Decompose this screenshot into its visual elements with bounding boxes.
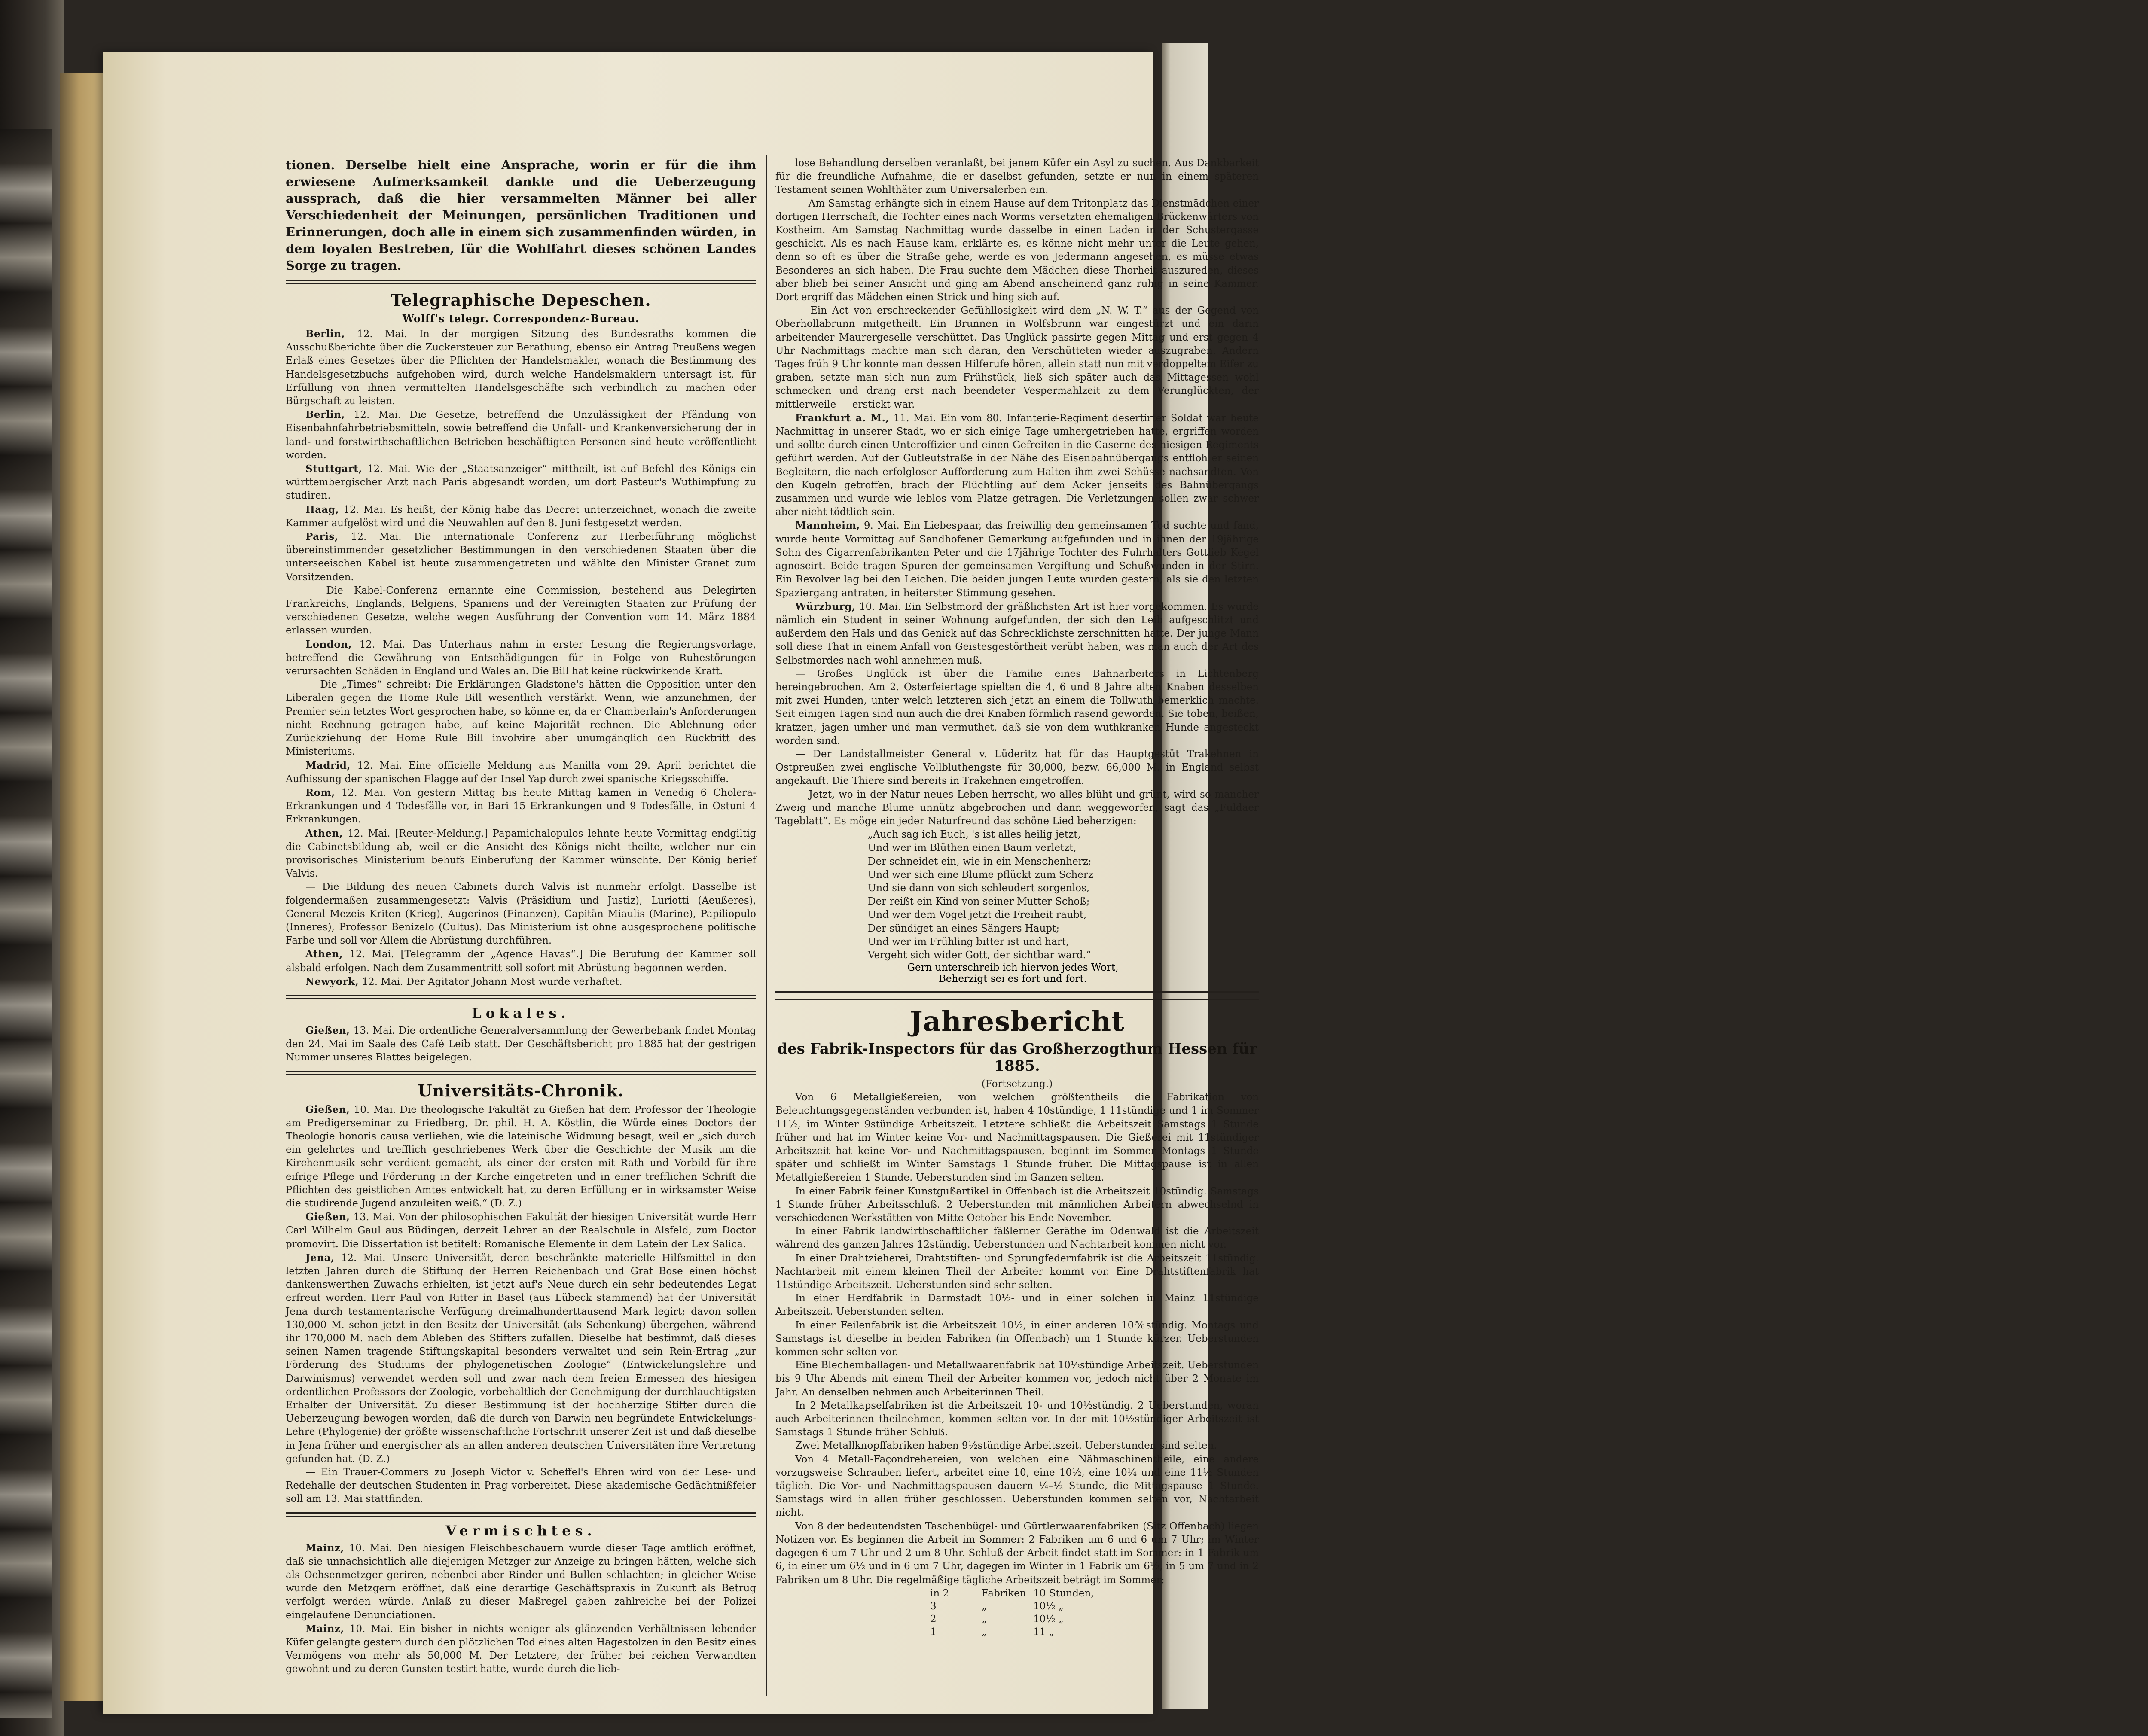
jahresbericht-heading: Jahresbericht bbox=[909, 1005, 1125, 1038]
article-paragraph bbox=[286, 1466, 756, 1506]
article-text: 12. Mai. [Telegramm der „Agence Havas“.] Die Berufung der Kammer soll alsbald erfolgen. Nach dem Zusammentritt soll sofort mit Abrüstung begonnen werden. bbox=[286, 949, 757, 974]
dateline-place: Rom, bbox=[305, 786, 335, 798]
article-paragraph bbox=[286, 1024, 756, 1065]
article-paragraph bbox=[286, 678, 756, 758]
article-text: 12. Mai. Es heißt, der König habe das Decret unterzeichnet, wonach die zweite Kammer aufgelöst wird und die Neuwahlen auf den 8. Juni festgesetzt werden. bbox=[286, 504, 756, 529]
jahresbericht-subheading: des Fabrik-Inspectors für das Großherzogthum Hessen für 1885. bbox=[777, 1040, 1257, 1075]
poem-line: Und wer sich eine Blume pflückt zum Scherz bbox=[868, 869, 1093, 880]
article-text: lose Behandlung derselben veranlaßt, bei jenem Küfer ein Asyl zu suchen. Aus Dankbarkeit für die freundliche Aufnahme, die er daselbst gefunden, setzte er nun in einem späteren Testament seinen Wohlthäter zum Universalerben ein. bbox=[775, 158, 1259, 196]
telegraph-heading: Telegraphische Depeschen. bbox=[391, 290, 651, 310]
article-paragraph bbox=[775, 788, 1259, 828]
article-text: — Am Samstag erhängte sich in einem Hause auf dem Tritonplatz das Dienstmädchen einer dortigen Herrschaft, die Tochter eines nach Worms versetzten ehemaligen Brückenwärters von Kostheim. Am Samstag Nachmittag wurde dasselbe in einen Laden in der Schustergasse geschickt. Als es nach Hause kam, erklärte es, es könne nicht mehr unter die Leute gehen, denn so oft es über die Straße gehe, werde es von Jedermann angesehen, es müsse etwas Besonderes an sich haben. Die Frau suchte dem Mädchen diese Thorheit auszureden, dieses aber blieb bei seiner Ansicht und ging am Abend anscheinend ganz ruhig in seine Kammer. Dort ergriff das Mädchen einen Strick und hing sich auf. bbox=[775, 198, 1259, 303]
article-text: — Der Landstallmeister General v. Lüderitz hat für das Hauptgestüt Trakehnen in Ostpreußen zwei englische Vollbluthengste für 30,000, bezw. 66,000 M. in England selbst angekauft. Die Thiere sind bereits in Trakehnen eingetroffen. bbox=[775, 748, 1259, 787]
article-paragraph bbox=[286, 584, 756, 638]
article-text: — Die „Times“ schreibt: Die Erklärungen Gladstone's hätten die Opposition unter den Liberalen gegen die Home Rule Bill wesentlich verstärkt. Wenn, wie anzunehmen, der Premier sein letztes Wort gesprochen habe, so könne er, da er Chamberlain's Anforderungen nicht Rechnung getragen habe, auf keine Majorität rechnen. Die Ablehnung oder Zurückziehung der Home Rule Bill involvire aber unumgänglich den Rücktritt des Ministeriums. bbox=[286, 679, 756, 758]
table-cell: „ bbox=[982, 1600, 987, 1612]
article-paragraph bbox=[775, 748, 1259, 788]
article-text: — Die Bildung des neuen Cabinets durch Valvis ist nunmehr erfolgt. Dasselbe ist folgendermaßen zusammengesetzt: Valvis (Präsidium und Justiz), Luriotti (Aeußeres), General Mezeis Kriten (Krieg), Augerinos (Finanzen), Capitän Miaulis (Marine), Papiliopulo (Inneres), Professor Benizelo (Cultus). Das Ministerium ist ohne ausgesprochene politische Farbe und soll vor Allem die Abrüstung durchführen. bbox=[286, 881, 756, 947]
article-paragraph bbox=[286, 759, 756, 786]
spine-damage bbox=[0, 129, 52, 1718]
dateline-place: Gießen, bbox=[305, 1103, 350, 1115]
table-row bbox=[930, 1613, 1259, 1626]
right-column bbox=[775, 157, 1259, 1639]
article-text: 12. Mai. Die internationale Conferenz zur Herbeiführung möglichst übereinstimmender gesetzlicher Bestimmungen in den verschiedenen Staaten über die unterseeischen Kabel ist heute zusammengetreten und wählte den Minister Granet zum Vorsitzenden. bbox=[286, 531, 757, 583]
poem bbox=[775, 828, 1259, 984]
section-divider bbox=[286, 1071, 756, 1075]
working-hours-table bbox=[930, 1587, 1259, 1639]
poem-line: Beherzigt sei es fort und fort. bbox=[939, 973, 1087, 985]
poem-line: Und wer dem Vogel jetzt die Freiheit raubt, bbox=[868, 909, 1087, 921]
dateline-place: Mannheim, bbox=[795, 520, 860, 532]
report-paragraph: Von 6 Metallgießereien, von welchen größtentheils die Fabrikation von Beleuchtungsgegenständen verbunden ist, haben 4 10stündige, 1 11stündige und 1 im Sommer 11½, im Winter 9stündige Arbeitszeit. Letztere schließt die Arbeitszeit Samstags 1 Stunde früher und hat im Winter keine Vor- und Nachmittagspausen. Die Gießerei mit 11stündiger Arbeitszeit hat keine Vor- und Nachmittagspausen, beginnt im Sommer Montags 1 Stunde später und schließt im Winter Samstags 1 Stunde früher. Die Mittagspause ist in allen Metallgießereien 1 Stunde. Ueberstunden sind im Ganzen selten. bbox=[775, 1092, 1259, 1184]
left-column bbox=[286, 157, 756, 1676]
article-text: 10. Mai. Ein Selbstmord der gräßlichsten Art ist hier vorgekommen. Es wurde nämlich ein Student in seiner Wohnung aufgefunden, der sich den Leib aufgeschlitzt und außerdem den Hals und das Genick auf das Schrecklichste zerschnitten hatte. Der junge Mann soll diese That in einem Anfall von Geistesgestörtheit verübt haben, was man auch der Art des Selbstmordes nach wohl annehmen muß. bbox=[775, 601, 1259, 666]
article-paragraph bbox=[286, 1103, 756, 1211]
table-cell: in 2 bbox=[930, 1587, 949, 1599]
column-divider bbox=[766, 155, 767, 1696]
article-paragraph bbox=[286, 530, 756, 584]
article-paragraph bbox=[286, 1251, 756, 1466]
article-paragraph bbox=[286, 1622, 756, 1676]
report-paragraph: In 2 Metallkapselfabriken ist die Arbeitszeit 10- und 10½stündig. 2 Ueberstunden, woran auch Arbeiterinnen theilnehmen, kommen selten vor. In der mit 10½stündiger Arbeitszeit ist Samstags 1 Stunde früher Schluß. bbox=[775, 1400, 1259, 1438]
article-text: 12. Mai. Unsere Universität, deren beschränkte materielle Hilfsmittel in den letzten Jahren durch die Stiftung der Herren Reichenbach und Graf Bose einen höchst dankenswerthen Zuwachs erhielten, ist jetzt auf's Neue durch ein sehr bedeutendes Legat erfreut worden. Herr Paul von Ritter in Basel (aus Lübeck stammend) hat der Universität Jena durch testamentarische Verfügung dreimalhunderttausend Mark legirt; davon sollen 130,000 M. schon jetzt in den Besitz der Universität (als Schenkung) übergehen, während ihr 170,000 M. nach dem Ableben des Stifters zufallen. Dieselbe hat bestimmt, daß dieses seinen Namen tragende Stiftungskapital besonders verwaltet und sein Rein-Ertrag „zur Förderung des Studiums der phylogenetischen Zoologie“ (Entwickelungslehre und Darwinismus) verwendet werden soll und zwar nach dem freien Ermessen des hiesigen ordentlichen Professors der Zoologie, vorbehaltlich der Genehmigung der durchlauchtigsten Erhalter der Universität. Zu dieser Bestimmung ist der hochherzige Stifter durch die Ueberzeugung bewogen worden, daß die durch von Darwin neu begründete Entwickelungs-Lehre (Phylogenie) der größte wissenschaftliche Fortschritt unserer Zeit ist und daß dieselbe in Jena früher und energischer als an allen anderen deutschen Universitäten ihre Vertretung gefunden hat. (D. Z.) bbox=[286, 1252, 757, 1465]
dateline-place: Stuttgart, bbox=[305, 463, 362, 475]
table-cell: „ bbox=[982, 1626, 987, 1638]
dateline-place: Paris, bbox=[305, 531, 339, 543]
table-cell: 10 Stunden, bbox=[1033, 1587, 1094, 1599]
table-cell: 2 bbox=[930, 1613, 937, 1625]
article-paragraph bbox=[286, 503, 756, 530]
newspaper-page bbox=[103, 52, 1259, 1714]
vermischtes-heading: Vermischtes. bbox=[445, 1522, 596, 1539]
article-paragraph bbox=[286, 880, 756, 947]
jahresbericht-paragraphs bbox=[775, 1091, 1259, 1587]
table-row bbox=[930, 1600, 1259, 1613]
section-divider bbox=[286, 995, 756, 999]
section-divider bbox=[775, 991, 1259, 993]
dateline-place: Haag, bbox=[305, 503, 339, 515]
table-row bbox=[930, 1626, 1259, 1639]
article-text: — Ein Trauer-Commers zu Joseph Victor v. Scheffel's Ehren wird von der Lese- und Redehalle der deutschen Studenten in Prag vorbereitet. Diese akademische Gedächtnißfeier soll am 13. Mai stattfinden. bbox=[286, 1467, 756, 1505]
article-text: 9. Mai. Ein Liebespaar, das freiwillig den gemeinsamen Tod suchte und fand, wurde heute Vormittag auf Sandhofener Gemarkung aufgefunden und in ihnen der 19jährige Sohn des Cigarrenfabrikanten Peter und die 17jährige Tochter des Fuhrhalters Gottlieb Kegel agnoscirt. Beide tragen Spuren der gemeinsamen Vergiftung und Schußwunden in der Stirn. Ein Revolver lag bei den Leichen. Die beiden jungen Leute wurden gestern, als sie den letzten Spaziergang antraten, in heiterster Stimmung gesehen. bbox=[775, 520, 1259, 599]
poem-line: Vergeht sich wider Gott, der sichtbar ward.“ bbox=[868, 949, 1091, 961]
lokales-heading: Lokales. bbox=[472, 1005, 570, 1021]
poem-line: Und sie dann von sich schleudert sorgenlos, bbox=[868, 882, 1090, 894]
poem-line: Der sündiget an eines Sängers Haupt; bbox=[868, 923, 1060, 934]
table-cell: 1 bbox=[930, 1626, 937, 1638]
article-paragraph bbox=[286, 786, 756, 827]
dateline-place: Würzburg, bbox=[795, 600, 856, 612]
dateline-place: London, bbox=[305, 638, 352, 650]
article-text: — Die Kabel-Conferenz ernannte eine Commission, bestehend aus Delegirten Frankreichs, Englands, Belgiens, Spaniens und der Vereinigten Staaten zur Prüfung der verschiedenen Gesetze, welche wegen Ausführung der Convention vom 14. März 1884 erlassen wurden. bbox=[286, 585, 756, 637]
article-text: 13. Mai. Von der philosophischen Fakultät der hiesigen Universität wurde Herr Carl Wilhelm Gaul aus Büdingen, derzeit Lehrer an der Realschule in Alsfeld, zum Doctor promovirt. Die Dissertation ist betitelt: Romanische Elemente in dem Latein der Lex Salica. bbox=[286, 1212, 756, 1250]
dateline-place: Mainz, bbox=[305, 1542, 344, 1554]
article-paragraph bbox=[286, 827, 756, 881]
report-paragraph: Zwei Metallknopffabriken haben 9½stündige Arbeitszeit. Ueberstunden sind selten. bbox=[795, 1440, 1217, 1452]
article-text: 12. Mai. Das Unterhaus nahm in erster Lesung die Regierungsvorlage, betreffend die Gewährung von Entschädigungen für in Folge von Ruhestörungen verursachten Schäden in England und Wales an. Die Bill hat keine rückwirkende Kraft. bbox=[286, 639, 756, 677]
table-cell: 10½ „ bbox=[1033, 1600, 1064, 1612]
article-text: 10. Mai. Den hiesigen Fleischbeschauern wurde dieser Tage amtlich eröffnet, daß sie unnachsichtlich alle diejenigen Metzger zur Anzeige zu bringen hätten, welche sich als Ochsenmetzger geriren, nebenbei aber Rinder und Bullen schlachten; in gleicher Weise wurde den Metzgern eröffnet, daß eine derartige Geschäftspraxis in Zukunft als Betrug verfolgt werden würde. Anlaß zu dieser Maßregel gaben zahlreiche bei der Polizei eingelaufene Denunciationen. bbox=[286, 1542, 756, 1621]
article-paragraph bbox=[775, 519, 1259, 600]
poem-line: Der schneidet ein, wie in ein Menschenherz; bbox=[868, 856, 1092, 867]
dateline-place: Frankfurt a. M., bbox=[795, 412, 889, 424]
table-cell: Fabriken bbox=[982, 1587, 1026, 1599]
table-row bbox=[930, 1587, 1259, 1600]
article-paragraph bbox=[286, 975, 756, 989]
dateline-place: Berlin, bbox=[305, 409, 345, 421]
lokales-items bbox=[286, 1024, 756, 1065]
section-divider bbox=[286, 1512, 756, 1517]
table-cell: „ bbox=[982, 1613, 987, 1625]
continuation-note: (Fortsetzung.) bbox=[981, 1078, 1053, 1090]
article-paragraph bbox=[775, 197, 1259, 305]
article-paragraph bbox=[286, 408, 756, 462]
lead-paragraph: tionen. Derselbe hielt eine Ansprache, worin er für die ihm erwiesene Aufmerksamkeit dankte und die Ueberzeugung aussprach, daß die hier versammelten Männer bei aller Verschiedenheit der Meinungen, persönlichen Traditionen und Erinnerungen, doch alle in einem sich zusammenfinden würden, in dem loyalen Bestreben, für die Wohlfahrt dieses schönen Landes Sorge zu tragen. bbox=[286, 158, 756, 273]
dateline-place: Gießen, bbox=[305, 1024, 350, 1036]
report-paragraph: In einer Feilenfabrik ist die Arbeitszeit 10½, in einer anderen 10⅚stündig. Montags und Samstags ist dieselbe in beiden Fabriken (in Offenbach) um 1 Stunde kürzer. Ueberstunden kommen sehr selten vor. bbox=[775, 1319, 1259, 1358]
article-text: 13. Mai. Die ordentliche Generalversammlung der Gewerbebank findet Montag den 24. Mai im Saale des Café Leib statt. Der Geschäftsbericht pro 1885 hat der gestrigen Nummer unseres Blattes beigelegen. bbox=[286, 1025, 757, 1063]
article-text: — Jetzt, wo in der Natur neues Leben herrscht, wo alles blüht und grünt, wird so mancher Zweig und manche Blume unnütz abgebrochen und dann weggeworfen, sagt das „Fuldaer Tageblatt“. Es möge ein jeder Naturfreund das schöne Lied beherzigen: bbox=[775, 789, 1259, 827]
poem-line: Der reißt ein Kind von seiner Mutter Schoß; bbox=[868, 896, 1090, 908]
dateline-place: Madrid, bbox=[305, 759, 351, 771]
dateline-place: Mainz, bbox=[305, 1623, 344, 1635]
report-paragraph: In einer Fabrik landwirthschaftlicher fäßlerner Geräthe im Odenwald ist die Arbeitszeit während des ganzen Jahres 12stündig. Ueberstunden und Nachtarbeit kommen nicht vor. bbox=[775, 1226, 1259, 1251]
poem-line: Und wer im Blüthen einen Baum verletzt, bbox=[868, 842, 1077, 854]
table-cell: 3 bbox=[930, 1600, 937, 1612]
poem-line: „Auch sag ich Euch, 's ist alles heilig jetzt, bbox=[868, 829, 1081, 841]
article-text: 12. Mai. In der morgigen Sitzung des Bundesraths kommen die Ausschußberichte über die Zuckersteuer zur Berathung, ebenso ein Antrag Preußens wegen Erlaß eines Gesetzes über die Pflichten der Handelsmakler, wonach die Bestimmung des Handelsgesetzbuchs aufgehoben wird, durch welche Handelsmaklern untersagt ist, für Erfüllung von ihnen vermittelten Handelsgeschäfte sich verbindlich zu machen oder Bürgschaft zu leisten. bbox=[286, 329, 757, 407]
article-paragraph bbox=[286, 462, 756, 503]
article-text: 10. Mai. Ein bisher in nichts weniger als glänzenden Verhältnissen lebender Küfer gelangte gestern durch den plötzlichen Tod eines alten Hagestolzen in den Besitz eines Vermögens von mehr als 50,000 M. Der Letztere, der früher bei reichen Verwandten gewohnt und zu deren Gunsten testirt hatte, wurde durch die lieb- bbox=[286, 1623, 756, 1675]
article-text: 12. Mai. Eine officielle Meldung aus Manilla vom 29. April berichtet die Aufhissung der spanischen Flagge auf der Insel Yap durch zwei spanische Kriegsschiffe. bbox=[286, 760, 756, 785]
page-edge-left bbox=[60, 73, 107, 1701]
article-paragraph bbox=[286, 1541, 756, 1622]
report-paragraph: In einer Fabrik feiner Kunstgußartikel in Offenbach ist die Arbeitszeit 10stündig. Samstags 1 Stunde früher Arbeitsschluß. 2 Ueberstunden mit männlichen Arbeitern abwechselnd in verschiedenen Werkstätten von Mitte October bis Ende November. bbox=[775, 1185, 1259, 1224]
section-divider bbox=[286, 280, 756, 284]
article-paragraph bbox=[775, 411, 1259, 519]
dateline-place: Jena, bbox=[305, 1252, 335, 1264]
article-paragraph bbox=[775, 304, 1259, 411]
poem-line: Und wer im Frühling bitter ist und hart, bbox=[868, 936, 1069, 947]
section-divider bbox=[775, 999, 1259, 1000]
article-text: 12. Mai. Der Agitator Johann Most wurde verhaftet. bbox=[362, 976, 622, 987]
report-paragraph: In einer Drahtzieherei, Drahtstiften- und Sprungfedernfabrik ist die Arbeitszeit 11stündig. Nachtarbeit mit einem kleinen Theil der Arbeiter kommt vor. Eine Drahtstiftenfabrik hat 11stündige Arbeitszeit. Ueberstunden sind sehr selten. bbox=[775, 1252, 1259, 1291]
article-paragraph bbox=[775, 157, 1259, 197]
article-paragraph bbox=[286, 947, 756, 975]
poem-line: Gern unterschreib ich hiervon jedes Wort, bbox=[907, 962, 1119, 974]
table-cell: 11 „ bbox=[1033, 1626, 1054, 1638]
report-paragraph: In einer Herdfabrik in Darmstadt 10½- und in einer solchen in Mainz 11stündige Arbeitszeit. Ueberstunden selten. bbox=[775, 1293, 1259, 1318]
dateline-place: Athen, bbox=[305, 827, 343, 839]
universitaet-items bbox=[286, 1103, 756, 1506]
article-text: 11. Mai. Ein vom 80. Infanterie-Regiment desertirter Soldat war heute Nachmittag in unserer Stadt, wo er sich einige Tage umhergetrieben hatte, ergriffen worden und sollte durch einen Unteroffizier und einen Gefreiten in die Caserne des hiesigen Regiments geführt werden. Auf der Gutleutstraße in der Nähe des Eisenbahnübergangs entfloh er seinen Begleitern, die nach erfolgloser Aufforderung zum Halten ihm zwei Schüsse nachsandten. Von den Kugeln getroffen, brach der Flüchtling auf dem Acker jenseits des Bahnübergangs zusammen und wurde wie leblos vom Platze getragen. Die Verletzungen sollen zwar schwer aber nicht tödtlich sein. bbox=[775, 412, 1259, 518]
report-paragraph: Eine Blechemballagen- und Metallwaarenfabrik hat 10½stündige Arbeitszeit. Ueberstunden bis 9 Uhr Abends mit einem Theil der Arbeiter kommen vor, jedoch nicht über 2 Monate im Jahr. An denselben nehmen auch Arbeiterinnen Theil. bbox=[775, 1360, 1259, 1398]
telegraph-items bbox=[286, 327, 756, 989]
report-paragraph: Von 4 Metall-Façondrehereien, von welchen eine Nähmaschinentheile, eine andere vorzugsweise Schrauben liefert, arbeitet eine 10, eine 10½, eine 10¼ und eine 11½ Stunden täglich. Die Vor- und Nachmittagspausen dauern ¼–½ Stunde, die Mittagspause 1 Stunde. Samstags wird in allen früher geschlossen. Ueberstunden kommen selten vor, Nachtarbeit nicht. bbox=[775, 1453, 1259, 1519]
vermischtes-continued bbox=[775, 157, 1259, 828]
table-cell: 10½ „ bbox=[1033, 1613, 1064, 1625]
article-text: — Ein Act von erschreckender Gefühllosigkeit wird dem „N. W. T.“ aus der Gegend von Oberhollabrunn mitgetheilt. Ein Brunnen in Wolfsbrunn war eingestürzt und ein darin arbeitender Maurergeselle verschüttet. Das Unglück passirte gegen Mittag und erst gegen 4 Uhr Nachmittags machte man sich daran, den Verschütteten wieder auszugraben. Andern Tages früh 9 Uhr konnte man dessen Hilferufe hören, allein statt nun mit verdoppeltem Eifer zu graben, setzte man sich nun zum Frühstück, ließ sich später auch das Mittagessen wohl schmecken und drang erst nach beendeter Vespermahlzeit zu dem Verunglückten, der mittlerweile — erstickt war. bbox=[775, 305, 1259, 410]
article-text: 12. Mai. Die Gesetze, betreffend die Unzulässigkeit der Pfändung von Eisenbahnfahrbetriebsmitteln, sowie betreffend die Unfall- und Krankenversicherung der in land- und forstwirthschaftlichen Betrieben beschäftigten Personen sind heute veröffentlicht worden. bbox=[286, 409, 757, 461]
article-text: 10. Mai. Die theologische Fakultät zu Gießen hat dem Professor der Theologie am Predigerseminar zu Friedberg, Dr. phil. H. A. Köstlin, die Würde eines Doctors der Theologie honoris causa verliehen, wie die lateinische Widmung besagt, weil er „sich durch ein gelehrtes und trefflich geschriebenes Werk über die Geschichte der Musik um die Kirchenmusik sehr verdient gemacht, als einer der ersten mit Rath und Vorbild für ihre eifrige Pflege und Förderung in der Kirche eingetreten und in einer trefflichen Schrift die Pflichten des geistlichen Amtes entwickelt hat, zu deren Erfüllung er in wirksamster Weise die studirende Jugend anzuleiten weiß.“ (D. Z.) bbox=[286, 1104, 756, 1209]
vermischtes-items bbox=[286, 1541, 756, 1676]
article-paragraph bbox=[286, 1210, 756, 1251]
telegraph-subheading: Wolff's telegr. Correspondenz-Bureau. bbox=[402, 312, 640, 325]
report-paragraph: Von 8 der bedeutendsten Taschenbügel- und Gürtlerwaarenfabriken (Sitz Offenbach) liegen Notizen vor. Es beginnen die Arbeit im Sommer: 2 Fabriken um 6 und 6 um 7 Uhr; im Winter dagegen 6 um 7 Uhr und 2 um 8 Uhr. Schluß der Arbeit findet statt im Sommer: in 1 Fabrik um 6, in einer um 6½ und in 6 um 7 Uhr, dagegen im Winter in 1 Fabrik um 6½, in 5 um 7 und in 2 Fabriken um 8 Uhr. Die regelmäßige tägliche Arbeitszeit beträgt im Sommer: bbox=[775, 1520, 1259, 1586]
dateline-place: Gießen, bbox=[305, 1211, 350, 1223]
article-text: — Großes Unglück ist über die Familie eines Bahnarbeiters in Lichtenberg hereingebrochen. Am 2. Osterfeiertage spielten die 4, 6 und 8 Jahre alten Knaben desselben mit zwei Hunden, unter welch letzteren sich jetzt an einem die Tollwuth bemerklich machte. Seit einigen Tagen sind nun auch die drei Knaben förmlich rasend geworden. Sie toben, beißen, kratzen, jagen umher und man vermuthet, daß sie von dem wuthkranken Hunde angesteckt worden sind. bbox=[775, 668, 1259, 746]
article-text: 12. Mai. Von gestern Mittag bis heute Mittag kamen in Venedig 6 Cholera-Erkrankungen und 4 Todesfälle vor, in Bari 15 Erkrankungen und 9 Todesfälle, in Ostuni 4 Erkrankungen. bbox=[286, 787, 756, 825]
article-paragraph bbox=[775, 600, 1259, 667]
dateline-place: Berlin, bbox=[305, 328, 345, 340]
article-paragraph bbox=[775, 667, 1259, 748]
universitaet-heading: Universitäts-Chronik. bbox=[418, 1081, 624, 1100]
dateline-place: Newyork, bbox=[305, 975, 359, 987]
article-text: 12. Mai. [Reuter-Meldung.] Papamichalopulos lehnte heute Vormittag endgiltig die Cabinetsbildung ab, weil er die Ansicht des Königs nicht theilte, welcher nur ein provisorisches Ministerium behufs Einberufung der Kammer wünschte. Der König berief Valvis. bbox=[286, 828, 757, 880]
dateline-place: Athen, bbox=[305, 948, 343, 960]
article-paragraph bbox=[286, 638, 756, 679]
article-paragraph bbox=[286, 327, 756, 408]
article-text: 12. Mai. Wie der „Staatsanzeiger“ mittheilt, ist auf Befehl des Königs ein württembergischer Arzt nach Paris abgesandt worden, um dort Pasteur's Wuthimpfung zu studiren. bbox=[286, 463, 757, 502]
